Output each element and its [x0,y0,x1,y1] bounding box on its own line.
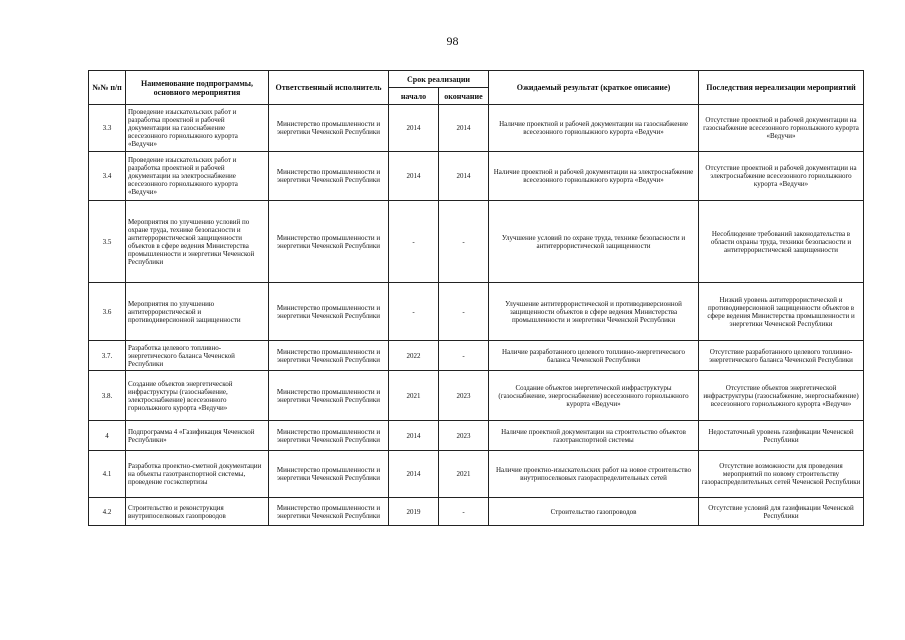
row-num: 4.1 [89,451,126,498]
row-responsible: Министерство промышленности и энергетики Чеченской Республики [269,152,389,201]
row-consequences: Низкий уровень антитеррористической и противодиверсионной защищенности объектов в сфере ведения Министерства промышленности и энергетики Чеченской Республики [699,283,864,341]
row-name: Разработка целевого топливно-энергетического баланса Чеченской Республики [126,341,269,371]
row-name: Мероприятия по улучшению антитеррористической и противодиверсионной защищенности [126,283,269,341]
row-result: Наличие проектной и рабочей документации на газоснабжение всесезонного горнолыжного курорта «Ведучи» [489,105,699,152]
table-row [89,152,864,201]
row-name: Проведение изыскательских работ и разработка проектной и рабочей документации на газоснабжение всесезонного горнолыжного курорта «Ведучи» [126,105,269,152]
row-consequences: Отсутствие разработанного целевого топливно-энергетического баланса Чеченской Республики [699,341,864,371]
header-end: окончание [439,88,489,105]
header-responsible: Ответственный исполнитель [269,71,389,105]
row-responsible: Министерство промышленности и энергетики Чеченской Республики [269,421,389,451]
row-end: - [439,341,489,371]
row-start: - [389,201,439,283]
table-row [89,283,864,341]
row-result: Наличие проектной документации на строительство объектов газотранспортной системы [489,421,699,451]
row-end: 2023 [439,371,489,421]
row-result: Строительство газопроводов [489,498,699,526]
table-row [89,201,864,283]
row-responsible: Министерство промышленности и энергетики Чеченской Республики [269,201,389,283]
row-start: 2014 [389,451,439,498]
row-end: 2021 [439,451,489,498]
row-start: - [389,283,439,341]
table-row [89,421,864,451]
row-start: 2014 [389,105,439,152]
row-start: 2014 [389,421,439,451]
table-row [89,341,864,371]
row-responsible: Министерство промышленности и энергетики Чеченской Республики [269,283,389,341]
row-num: 3.8. [89,371,126,421]
row-end: 2023 [439,421,489,451]
row-start: 2022 [389,341,439,371]
row-responsible: Министерство промышленности и энергетики Чеченской Республики [269,105,389,152]
header-result: Ожидаемый результат (краткое описание) [489,71,699,105]
row-start: 2021 [389,371,439,421]
row-name: Подпрограмма 4 «Газификация Чеченской Республики» [126,421,269,451]
row-end: 2014 [439,105,489,152]
table-row [89,371,864,421]
row-end: - [439,498,489,526]
row-start: 2019 [389,498,439,526]
row-num: 4.2 [89,498,126,526]
row-result: Улучшение антитеррористической и противодиверсионной защищенности объектов в сфере ведения Министерства промышленности и энергетики Чеченской Республики [489,283,699,341]
row-result: Наличие разработанного целевого топливно-энергетического баланса Чеченской Республики [489,341,699,371]
row-consequences: Отсутствие возможности для проведения мероприятий по новому строительству газораспределительных сетей Чеченской Республики [699,451,864,498]
page-number: 98 [446,34,459,48]
row-consequences: Недостаточный уровень газификации Чеченской Республики [699,421,864,451]
row-name: Строительство и реконструкция внутрипоселковых газопроводов [126,498,269,526]
row-num: 3.4 [89,152,126,201]
row-num: 3.7. [89,341,126,371]
row-start: 2014 [389,152,439,201]
row-end: - [439,283,489,341]
row-name: Разработка проектно-сметной документации на объекты газотранспортной системы, проведение госэкспертизы [126,451,269,498]
row-num: 4 [89,421,126,451]
table-row [89,451,864,498]
row-result: Создание объектов энергетической инфраструктуры (газоснабжение, энергоснабжение) всесезонного горнолыжного курорта «Ведучи» [489,371,699,421]
row-consequences: Отсутствие условий для газификации Чеченской Республики [699,498,864,526]
row-name: Создание объектов энергетической инфраструктуры (газоснабжение, электроснабжение) всесезонного горнолыжного курорта «Ведучи» [126,371,269,421]
row-responsible: Министерство промышленности и энергетики Чеченской Республики [269,451,389,498]
header-start: начало [389,88,439,105]
header-period: Срок реализации [389,71,489,88]
row-responsible: Министерство промышленности и энергетики Чеченской Республики [269,498,389,526]
row-num: 3.3 [89,105,126,152]
header-name: Наименование подпрограммы, основного мероприятия [126,71,269,105]
row-num: 3.5 [89,201,126,283]
row-consequences: Отсутствие проектной и рабочей документации на электроснабжение всесезонного горнолыжного курорта «Ведучи» [699,152,864,201]
row-consequences: Отсутствие объектов энергетической инфраструктуры (газоснабжение, энергоснабжение) всесезонного горнолыжного курорта «Ведучи» [699,371,864,421]
table-row [89,498,864,526]
row-consequences: Несоблюдение требований законодательства в области охраны труда, техники безопасности и антитеррористической защищенности [699,201,864,283]
row-end: - [439,201,489,283]
row-name: Мероприятия по улучшению условий по охране труда, технике безопасности и антитеррористической защищенности объектов в сфере ведения Министерства промышленности и энергетики Чеченской Республики [126,201,269,283]
measures-table [88,70,864,526]
row-name: Проведение изыскательских работ и разработка проектной и рабочей документации на электроснабжение всесезонного горнолыжного курорта «Ведучи» [126,152,269,201]
row-num: 3.6 [89,283,126,341]
row-end: 2014 [439,152,489,201]
row-responsible: Министерство промышленности и энергетики Чеченской Республики [269,341,389,371]
row-result: Улучшение условий по охране труда, технике безопасности и антитеррористической защищенности [489,201,699,283]
row-consequences: Отсутствие проектной и рабочей документации на газоснабжение всесезонного горнолыжного курорта «Ведучи» [699,105,864,152]
header-consequences: Последствия нереализации мероприятий [699,71,864,105]
table-row [89,105,864,152]
row-result: Наличие проектно-изыскательских работ на новое строительство внутрипоселковых газораспределительных сетей [489,451,699,498]
header-num: №№ п/п [89,71,126,105]
row-responsible: Министерство промышленности и энергетики Чеченской Республики [269,371,389,421]
row-result: Наличие проектной и рабочей документации на электроснабжение всесезонного горнолыжного курорта «Ведучи» [489,152,699,201]
